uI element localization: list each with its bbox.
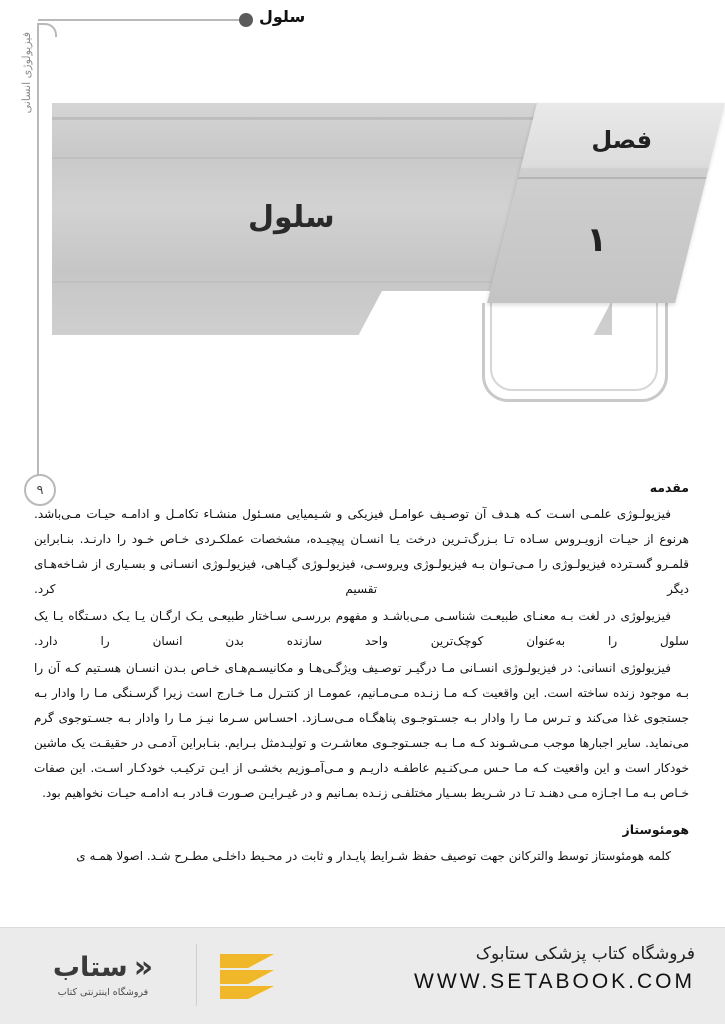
footer-text-block — [414, 944, 695, 994]
paragraph: فیزیولوژی در لغت بـه معنـای طبیعـت شناسـی مـی‌باشـد و مفهوم بررسـی سـاختار طبیعـی یـک ارگـان یـا یـک دسـتگاه یـا یک سلول را به‌عنوان کوچک‌ترین واحد سازنده بدن انسان را دارد. — [34, 609, 689, 648]
tab-outline-inner — [490, 303, 658, 391]
chevron-left-icon: « — [133, 949, 154, 985]
ribbon-icon — [218, 952, 276, 1000]
rail-line — [37, 24, 39, 476]
paragraph: کلمه هومئوستاز توسط والترکانن جهت توصیف حفظ شـرایط پایـدار و ثابت در محـیط داخلـی مطـرح شـد. اصولا همـه ی — [76, 849, 671, 863]
shop-title: فروشگاه کتاب پزشکی ستابوک — [475, 944, 695, 964]
header-bullet-icon — [239, 13, 253, 27]
paragraph: فیزیولوژی انسانی: در فیزیولـوژی انسـانی مـا درگیـر توصـیف ویژگـی‌هـا و مکانیسـم‌هـای خـاص بـدن انسـان هسـتیم کـه آن را بـه موجود زنده ساخته است. این واقعیت کـه مـا زنـده مـی‌مـانیم، عمومـا از کنتـرل مـا خـارج است زیرا گرسـنگی مـا را وادار بـه جستجوی غذا می‌کند و تـرس مـا را وادار بـه جسـتوجـوی پناهگـاه مـی‌سـازد. احسـاس سـرما نیـز مـا را وادار بـه جسـتوجوی گرم می‌نماید. سایر اجبارها موجب مـی‌شـوند کـه مـا بـه جسـتوجـوی معاشـرت و تولیـدمثل بـرایم. بنـابراین آدمـی در حقیقـت یک ماشین خودکار است و این واقعیت کـه مـا حـس مـی‌کنـیم عاطفـه داریـم و مـی‌آمـوزیم بخشـی از ایـن ترکیـب خودکـار اسـت. این صفات خـاص بـه مـا اجـازه مـی دهنـد تـا در شـریط بسـیار مختلفـی زنـده بمـانیم و در غیـرایـن صـورت قـادر بـه ادامـه حیـات نخواهیم بود. — [34, 661, 689, 800]
chapter-number: ۱ — [586, 220, 608, 260]
chapter-word: فصل — [591, 126, 653, 154]
page-footer — [0, 927, 725, 1024]
rail-label: فیزیولوژی انسانی — [20, 32, 33, 114]
section-heading-homeostasis: هومئوستاز — [622, 822, 689, 837]
brand-name: ستاب — [52, 952, 128, 983]
brand-logo[interactable] — [28, 946, 178, 1004]
article-body — [34, 480, 689, 871]
brand-tagline: فروشگاه اینترنتی کتاب — [57, 986, 149, 998]
chapter-banner — [52, 103, 700, 335]
chapter-title: سلول — [248, 200, 335, 235]
paragraph: فیزیولـوژی علمـی اسـت کـه هـدف آن توصـیف عوامـل فیزیکی و شـیمیایی مسـئول منشـاء تکامـل و ادامـه حیـات مـی‌باشد. هرنوع از حیـات ازویـروس سـاده تـا بـزرگ‌تـرین درخت یـا انسـان پیچیـده، مشخصات عملکـردی خـاص خـود را دارنـد. بنـابراین قلمـرو گسـترده فیزیولـوژی را مـی‌تـوان بـه فیزیولـوژی ویروسـی، فیزیولـوژی گیـاهی، فیزیولـوژی انسـانی و بسـیاری از شـاخه‌هـای دیگر تقسیم کرد. — [34, 507, 689, 596]
header-rule — [38, 19, 243, 21]
section-heading-intro: مقدمه — [649, 480, 689, 495]
header-title: سلول — [259, 7, 306, 26]
footer-divider — [196, 944, 197, 1006]
page-number: ۹ — [24, 474, 56, 506]
shop-url[interactable]: WWW.SETABOOK.COM — [414, 970, 695, 993]
rail-top-curve — [37, 23, 57, 37]
